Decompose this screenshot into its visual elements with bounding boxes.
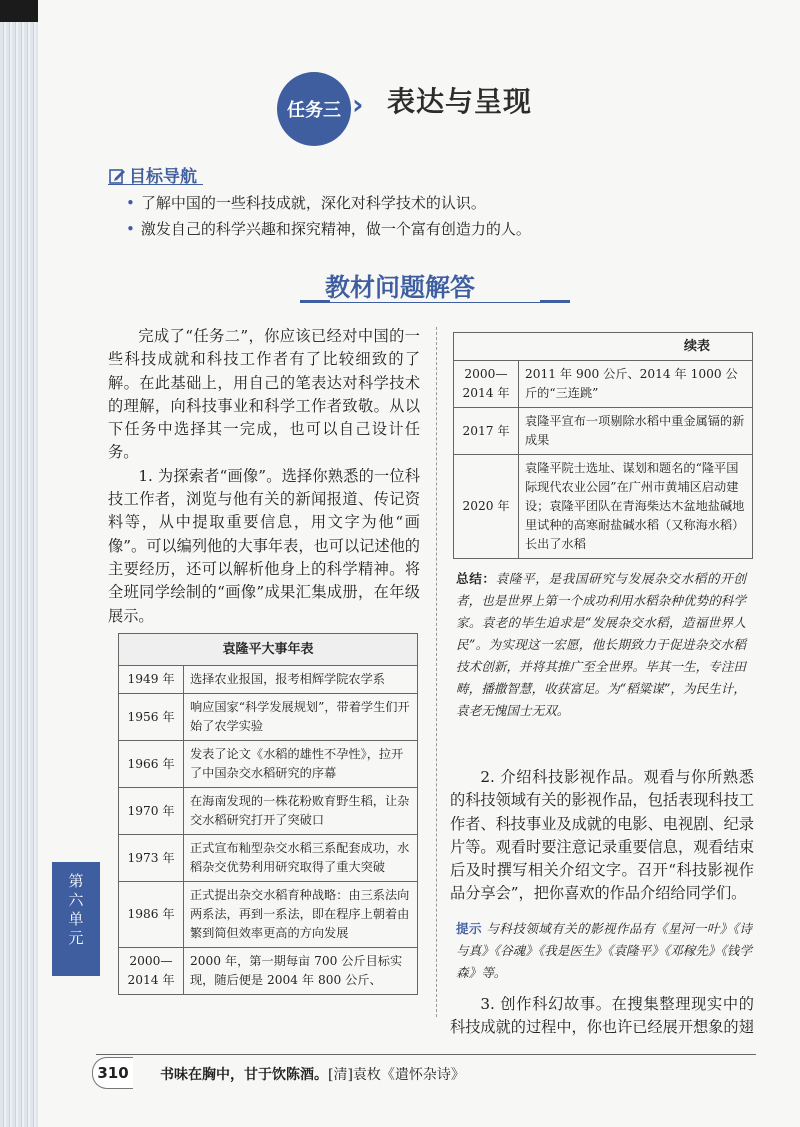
unit-side-tab: 第 六 单 元 xyxy=(52,862,100,976)
task-item-1: 1. 为探索者“画像”。选择你熟悉的一位科技工作者，浏览与他有关的新闻报道、传记资料等，从中提取重要信息，用文字为他“画像”。可以编列他的大事年表，也可以记述他的主要经历，还可以解析他身上的科学精神。将全班同学绘制的“画像”成果汇集成册，在年级展示。 xyxy=(108,466,420,625)
footer-quote-source: [清]袁枚《遣怀杂诗》 xyxy=(328,1067,465,1083)
section-title-underline xyxy=(300,302,570,303)
events-table xyxy=(118,633,418,995)
goal-item: • 了解中国的一些科技成就，深化对科学技术的认识。 xyxy=(126,190,531,216)
table-row: 2000—2014 年 2011 年 900 公斤、2014 年 1000 公斤的“三连跳” xyxy=(454,361,753,408)
goal-item: • 激发自己的科学兴趣和探究精神，做一个富有创造力的人。 xyxy=(126,216,531,242)
task-item-2-text: 2. 介绍科技影视作品。观看与你所熟悉的科技领域有关的影视作品，包括表现科技工作者、科技事业及成就的电影、电视剧、纪录片等。观看时要注意记录重要信息，观看结束后及时撰写相关介绍文字。召开“科技影视作品分享会”，把你喜欢的作品介绍给同学们。 xyxy=(450,768,754,903)
section-title: 教材问题解答 xyxy=(324,273,475,302)
hint-label: 提示 xyxy=(456,921,482,936)
task-item-3-text: 3. 创作科幻故事。在搜集整理现实中的科技成就的过程中，你也许已经展开想象的翅 xyxy=(450,995,754,1037)
table-row: 1973 年 正式宣布籼型杂交水稻三系配套成功，水稻杂交优势利用研究取得了重大突破 xyxy=(119,835,418,882)
hint-text: 与科技领域有关的影视作品有《星河一叶》《诗与真》《谷魂》《我是医生》《袁隆平》《邓稼先》《钱学森》等。 xyxy=(456,921,752,980)
column-divider xyxy=(436,327,437,1017)
chevron-right-icon: › xyxy=(352,88,364,121)
task-item-3 xyxy=(450,993,754,1040)
footer-rule xyxy=(96,1054,756,1055)
task-badge: 任务三 xyxy=(277,72,351,146)
summary-note xyxy=(456,568,746,722)
events-table-continued xyxy=(453,332,753,559)
table-row: 1986 年 正式提出杂交水稻育种战略：由三系法向两系法，再到一系法，即在程序上朝着由繁到简但效率更高的方向发展 xyxy=(119,882,418,948)
footer-quote-text: 书味在胸中，甘于饮陈酒。 xyxy=(160,1067,328,1083)
table-row: 2000—2014 年 2000 年，第一期每亩 700 公斤目标实现，随后便是 2004 年 800 公斤、 xyxy=(119,948,418,995)
table-row: 2017 年 袁隆平宣布一项剔除水稻中重金属镉的新成果 xyxy=(454,408,753,455)
intro-paragraph: 完成了“任务二”，你应该已经对中国的一些科技成就和科技工作者有了比较细致的了解。在此基础上，用自己的笔表达对科学技术的理解，向科技事业和科学工作者致敬。从以下任务中选择其一完成，也可以自己设计任务。 xyxy=(108,327,420,462)
page-edge-shadow xyxy=(0,0,38,22)
summary-text: 袁隆平，是我国研究与发展杂交水稻的开创者，也是世界上第一个成功利用水稻杂种优势的科学家。袁老的毕生追求是“发展杂交水稻，造福世界人民”。为实现这一宏愿，他长期致力于促进杂交水稻技术创新，并将其推广至全世界。毕其一生，专注田畴，播撒智慧，收获富足。为“稻粱谋”，为民生计，袁老无愧国士无双。 xyxy=(456,571,747,718)
table-row: 1970 年 在海南发现的一株花粉败育野生稻，让杂交水稻研究打开了突破口 xyxy=(119,788,418,835)
page-title: 表达与呈现 xyxy=(387,85,533,118)
goals-heading-text: 目标导航 xyxy=(129,167,197,187)
task-item-2 xyxy=(450,766,754,906)
intro-column xyxy=(108,325,420,628)
page-stack-edge xyxy=(0,0,38,1127)
table-row: 1956 年 响应国家“科学发展规划”，带着学生们开始了农学实验 xyxy=(119,694,418,741)
table-row: 2020 年 袁隆平院士选址、谋划和题名的“隆平国际现代农业公园”在广州市黄埔区启动建设；袁隆平团队在青海柴达木盆地盐碱地里试种的高寒耐盐碱水稻（又称海水稻）长出了水稻 xyxy=(454,455,753,559)
summary-label: 总结： xyxy=(456,571,496,586)
footer-quote xyxy=(160,1064,465,1084)
goals-underline xyxy=(108,184,203,185)
table-continued-label: 续表 xyxy=(454,333,753,361)
table-row: 1949 年 选择农业报国，报考相辉学院农学系 xyxy=(119,666,418,694)
goals-list xyxy=(126,190,531,242)
pencil-note-icon xyxy=(108,167,126,185)
table-row: 1966 年 发表了论文《水稻的雄性不孕性》，拉开了中国杂交水稻研究的序幕 xyxy=(119,741,418,788)
table-title: 袁隆平大事年表 xyxy=(119,634,418,666)
hint-note xyxy=(456,918,752,984)
page-number: 310 xyxy=(92,1057,133,1089)
